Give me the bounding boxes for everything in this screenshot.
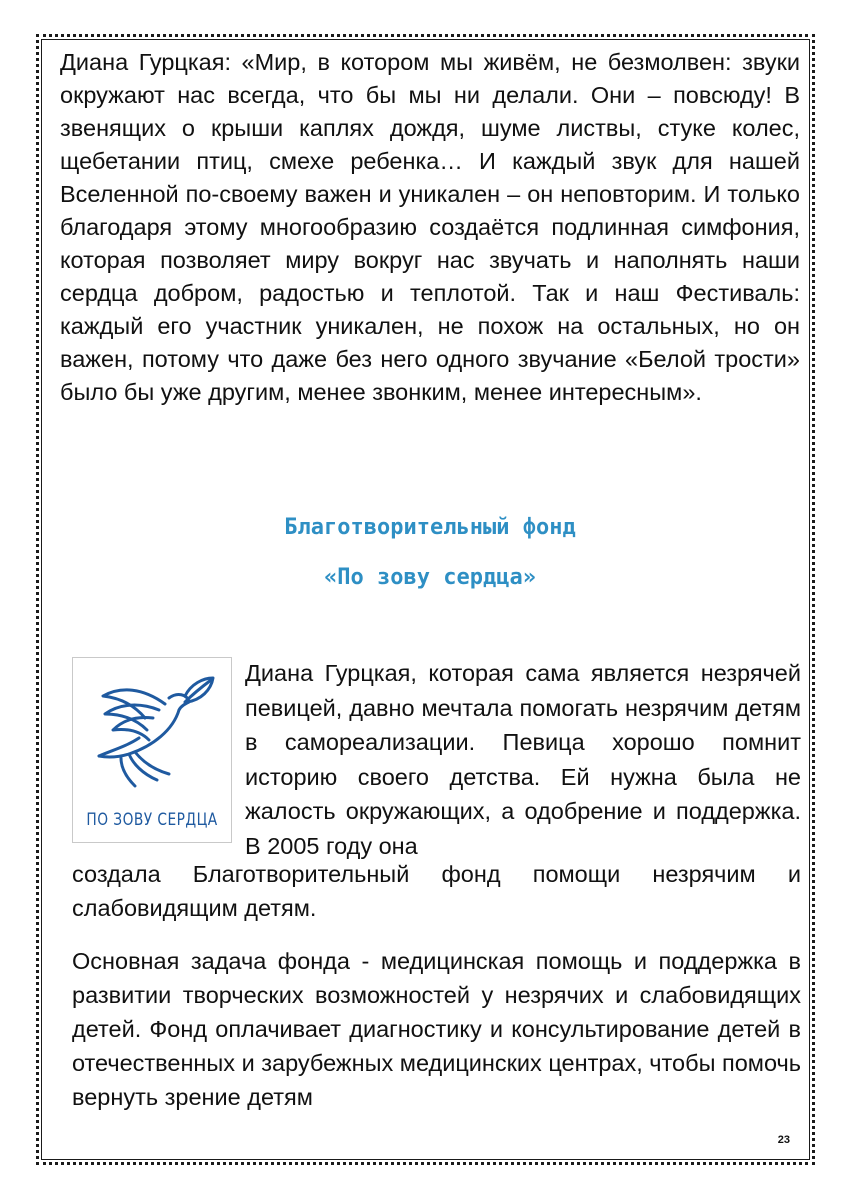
logo-text: ПО ЗОВУ СЕРДЦА: [86, 810, 218, 830]
section-heading-line1: Благотворительный фонд: [284, 515, 576, 540]
section-heading-line2: «По зову сердца»: [324, 565, 536, 590]
page-number: 23: [777, 1134, 790, 1146]
foundation-logo: [72, 657, 232, 843]
paragraph-beside-logo: Диана Гурцкая, которая сама является незрячей певицей, давно мечтала помогать незрячим детям в самореализации. Певица хорошо помнит историю своего детства. Ей нужна была не жалость окружающих, а одобрение и поддержка. В 2005 году она: [245, 660, 801, 859]
intro-quote-paragraph: Диана Гурцкая: «Мир, в котором мы живём, не безмолвен: звуки окружают нас всегда, что бы мы ни делали. Они – повсюду! В звенящих о крыши каплях дождя, шуме листвы, стуке колес, щебетании птиц, смехе ребенка… И каждый звук для нашей Вселенной по-своему важен и уникален – он неповторим. И только благодаря этому многообразию создаётся подлинная симфония, которая позволяет миру вокруг нас звучать и наполнять наши сердца добром, радостью и теплотой. Так и наш Фестиваль: каждый его участник уникален, не похож на остальных, но он важен, потому что даже без него одного звучание «Белой трости» было бы уже другим, менее звонким, менее интересным».: [60, 49, 800, 405]
dove-with-leaf-icon: [73, 658, 231, 798]
paragraph-continuation: создала Благотворительный фонд помощи незрячим и слабовидящим детям.: [72, 861, 801, 921]
foundation-task-paragraph: Основная задача фонда - медицинская помощь и поддержка в развитии творческих возможностей у незрячих и слабовидящих детей. Фонд оплачивает диагностику и консультирование детей в отечественных и зарубежных медицинских центрах, чтобы помочь вернуть зрение детям: [72, 948, 801, 1110]
